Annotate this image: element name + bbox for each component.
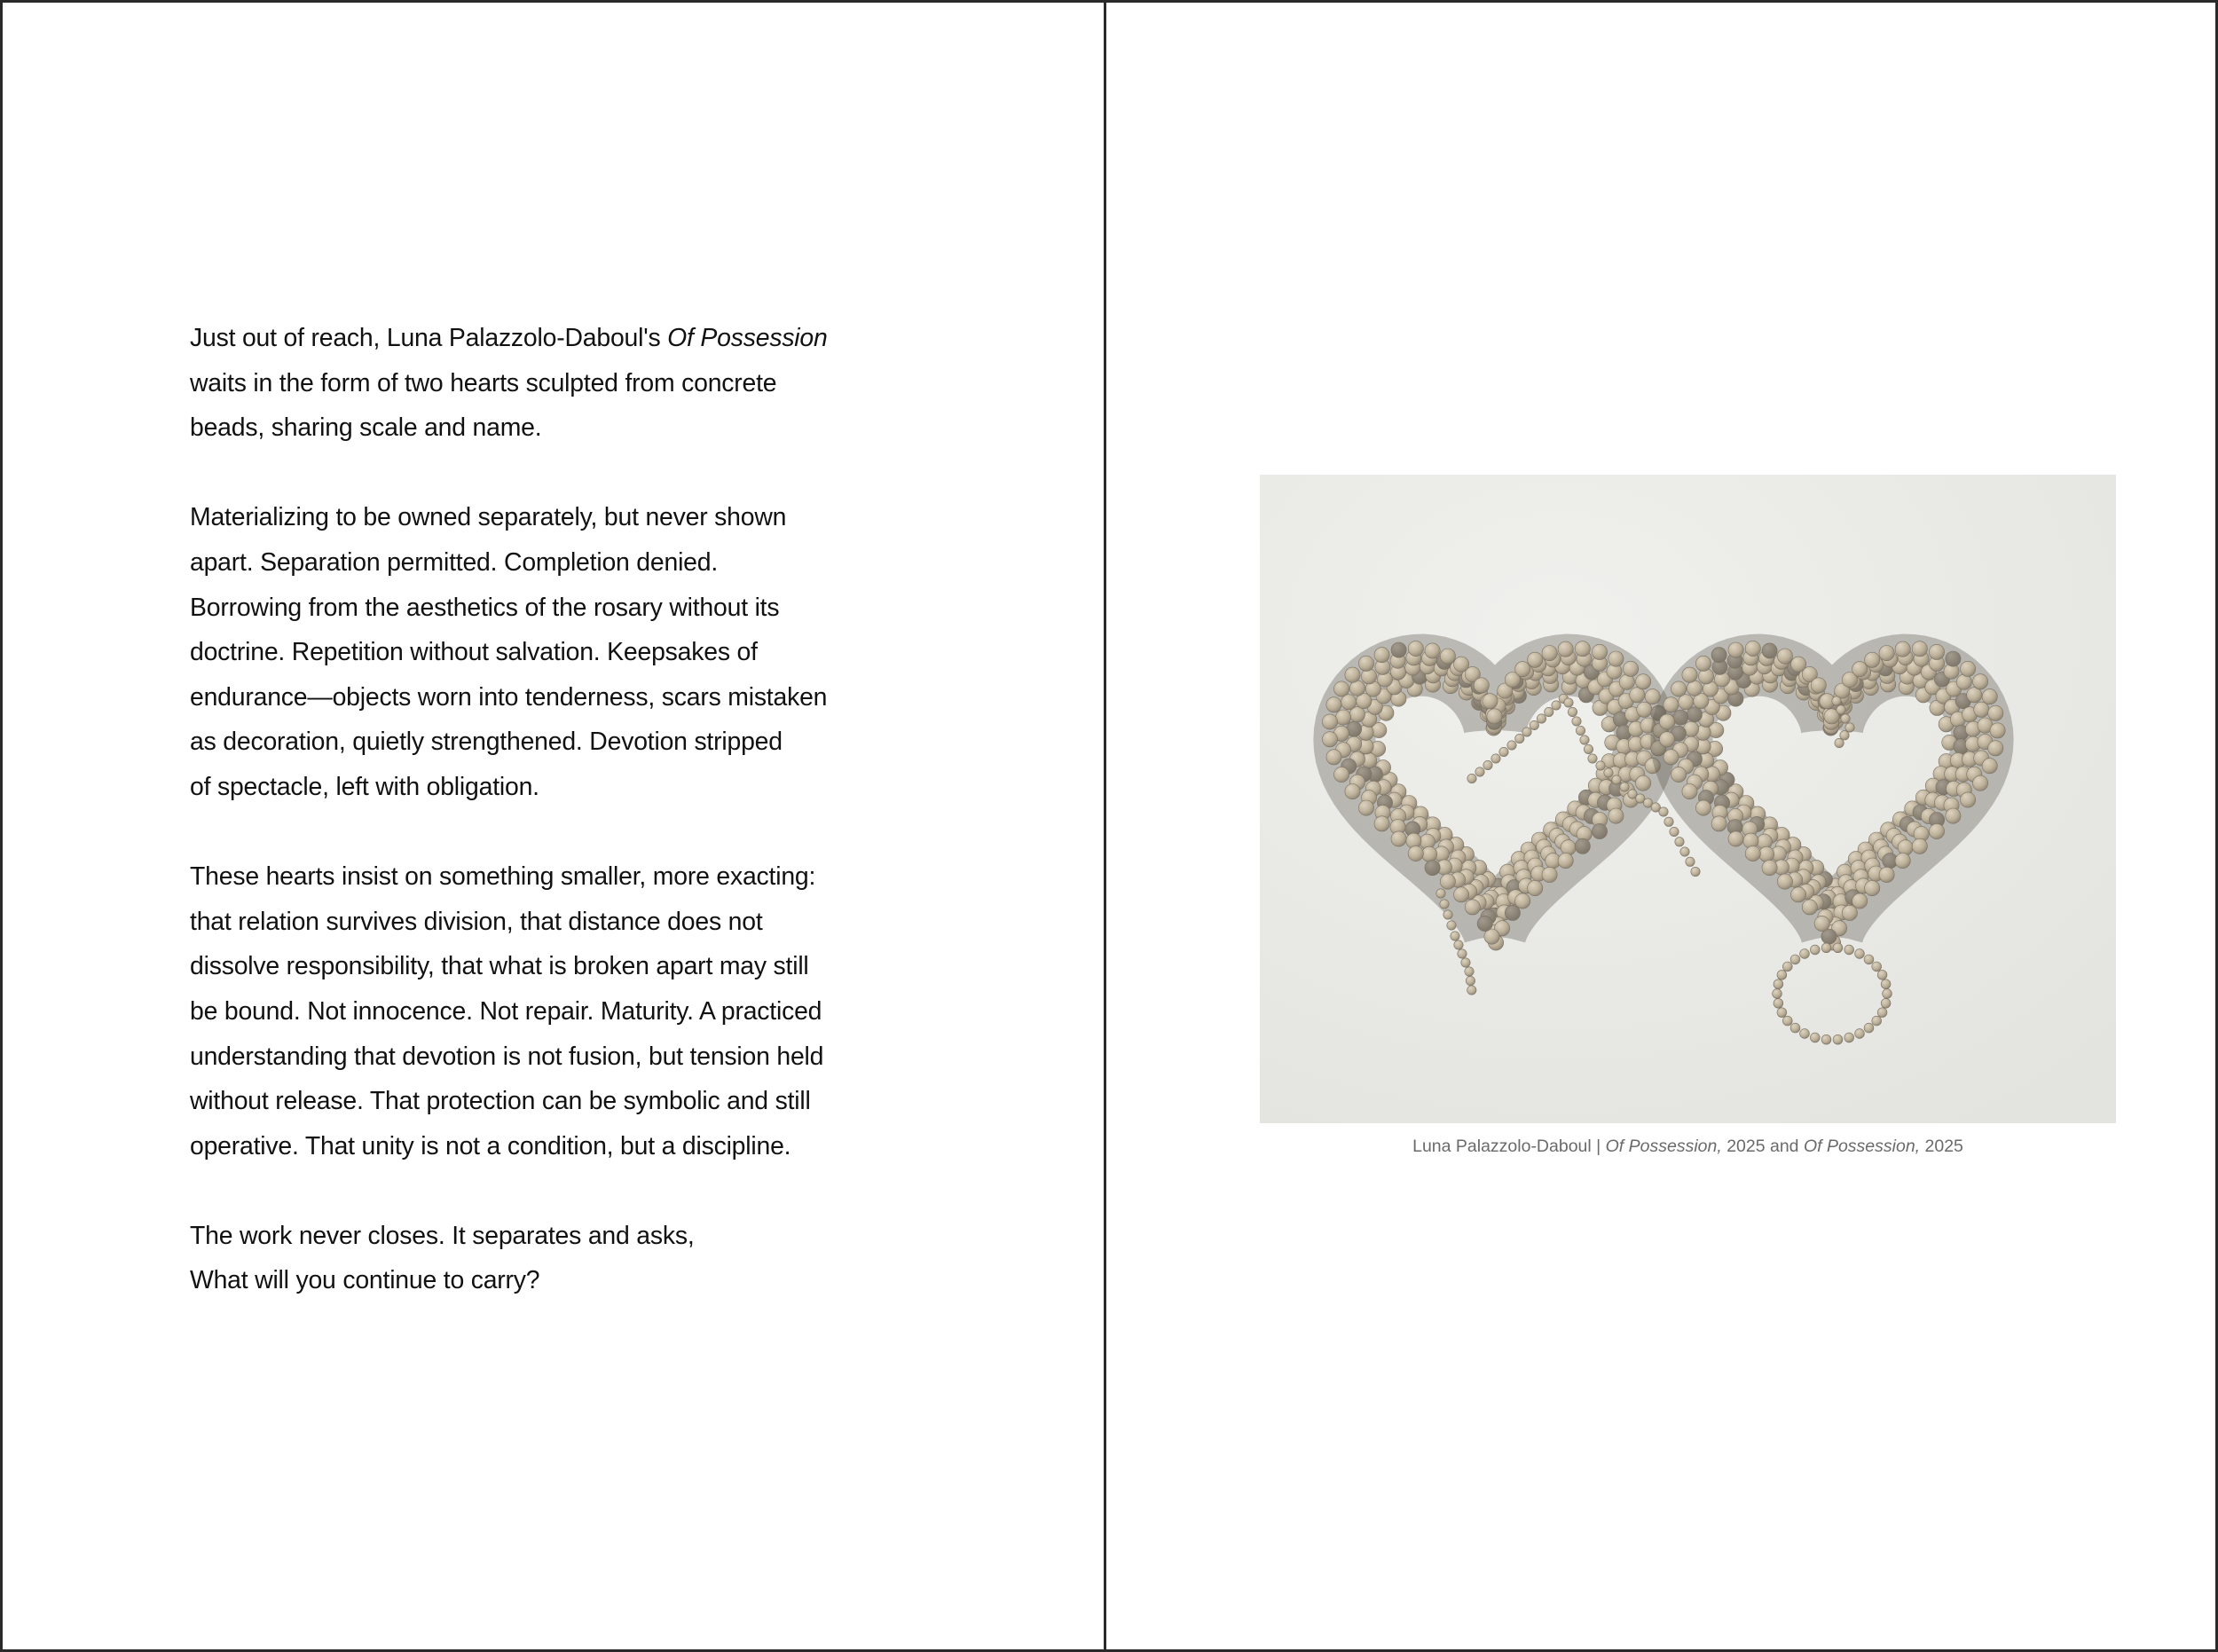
- text-line: [190, 1034, 900, 1080]
- text-segment: Materializing to be owned separately, but never shown: [190, 503, 787, 532]
- paragraph: [190, 854, 900, 1168]
- text-line: [190, 405, 900, 451]
- caption-artist: Luna Palazzolo-Daboul: [1412, 1137, 1592, 1156]
- text-line: [190, 586, 900, 631]
- text-segment: apart. Separation permitted. Completion denied.: [190, 547, 719, 577]
- text-segment: Borrowing from the aesthetics of the rosary without its: [190, 593, 780, 622]
- text-line: [190, 854, 900, 900]
- caption-title-1: Of Possession,: [1605, 1137, 1722, 1156]
- text-segment: operative. That unity is not a condition, but a discipline.: [190, 1131, 791, 1160]
- text-line: [190, 675, 900, 720]
- text-segment: endurance—objects worn into tenderness, scars mistaken: [190, 682, 828, 712]
- text-line: [190, 1214, 900, 1259]
- text-line: [190, 316, 900, 361]
- text-segment: The work never closes. It separates and asks,: [190, 1221, 695, 1250]
- caption-separator: |: [1591, 1137, 1606, 1156]
- artwork-photo: [1260, 475, 2116, 1123]
- caption-year-1: 2025 and: [1721, 1137, 1804, 1156]
- right-page: [1106, 3, 2215, 1649]
- text-line: [190, 900, 900, 945]
- paragraph: [190, 495, 900, 809]
- artwork-title: Of Possession: [667, 324, 828, 352]
- text-segment: without release. That protection can be symbolic and still: [190, 1087, 811, 1116]
- text-segment: understanding that devotion is not fusion, but tension held: [190, 1042, 824, 1071]
- text-line: [190, 1124, 900, 1169]
- text-segment: waits in the form of two hearts sculpted from concrete: [190, 368, 777, 397]
- text-line: [190, 1079, 900, 1124]
- text-line: [190, 630, 900, 675]
- text-line: [190, 1258, 900, 1303]
- text-segment: What will you continue to carry?: [190, 1266, 540, 1295]
- text-line: [190, 989, 900, 1034]
- essay-text: [190, 316, 900, 1303]
- text-line: [190, 495, 900, 540]
- text-line: [190, 361, 900, 406]
- text-segment: as decoration, quietly strengthened. Devotion stripped: [190, 728, 783, 757]
- left-page: [3, 3, 1106, 1649]
- beaded-hearts-image: [1260, 475, 2116, 1123]
- text-segment: Just out of reach, Luna Palazzolo-Daboul's: [190, 324, 668, 352]
- text-line: [190, 765, 900, 810]
- text-line: [190, 540, 900, 586]
- text-segment: These hearts insist on something smaller, more exacting:: [190, 862, 816, 892]
- photo-caption: [1260, 1137, 2116, 1157]
- caption-year-2: 2025: [1920, 1137, 1963, 1156]
- text-segment: be bound. Not innocence. Not repair. Maturity. A practiced: [190, 996, 822, 1026]
- text-segment: of spectacle, left with obligation.: [190, 772, 539, 801]
- text-segment: doctrine. Repetition without salvation. Keepsakes of: [190, 638, 758, 667]
- text-line: [190, 720, 900, 765]
- text-segment: that relation survives division, that distance does not: [190, 907, 763, 936]
- paragraph: [190, 1214, 900, 1303]
- text-line: [190, 944, 900, 989]
- text-segment: beads, sharing scale and name.: [190, 413, 542, 443]
- text-segment: dissolve responsibility, that what is broken apart may still: [190, 952, 809, 981]
- paragraph: [190, 316, 900, 451]
- caption-title-2: Of Possession,: [1803, 1137, 1921, 1156]
